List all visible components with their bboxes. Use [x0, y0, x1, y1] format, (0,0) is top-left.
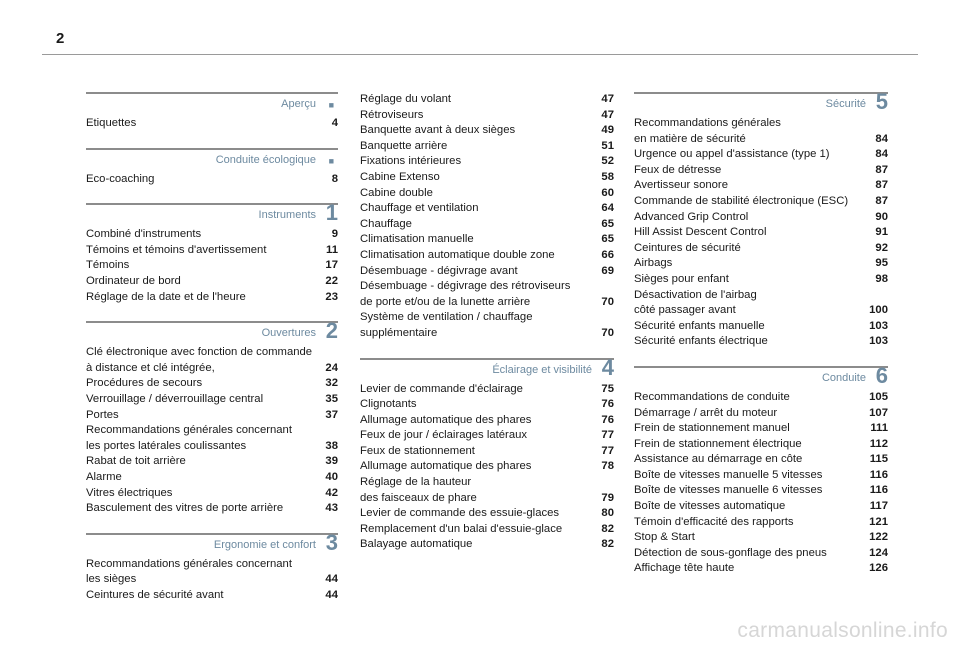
toc-entry[interactable]: [634, 421, 888, 437]
entry-page-number: 116: [869, 468, 888, 481]
section-title: Sécurité: [825, 98, 866, 110]
entry-title: Stop & Start: [634, 531, 695, 544]
section-header: [86, 200, 338, 226]
entry-title: Sécurité enfants électrique: [634, 335, 768, 348]
toc-entry[interactable]: [360, 382, 614, 398]
section-title: Conduite: [821, 371, 866, 384]
toc-entry[interactable]: [634, 256, 888, 272]
entry-page-number: 24: [325, 361, 338, 374]
entry-title: Clé électronique avec fonction de commande à distance et clé intégrée,: [86, 346, 313, 374]
entry-title: Remplacement d'un balai d'essuie-glace: [360, 522, 563, 535]
toc-entry[interactable]: [634, 390, 888, 406]
toc-entry[interactable]: [86, 408, 338, 424]
entry-page-number: 35: [325, 392, 338, 405]
entry-page-number: 103: [869, 335, 888, 348]
entry-title: Fixations intérieures: [360, 155, 462, 168]
entry-page-number: 9: [331, 228, 338, 241]
entry-title: Chauffage: [360, 217, 412, 230]
entry-title: Allumage automatique des phares: [360, 413, 532, 426]
entry-page-number: 70: [601, 326, 614, 339]
toc-entry[interactable]: [360, 154, 614, 170]
toc-entry[interactable]: [634, 515, 888, 531]
entry-page-number: 98: [875, 272, 888, 285]
entry-page-number: 69: [601, 264, 614, 277]
toc-entry[interactable]: [634, 225, 888, 241]
entry-title: Chauffage et ventilation: [360, 202, 479, 215]
entry-title: Feux de détresse: [634, 163, 722, 176]
entry-page-number: 4: [331, 117, 338, 129]
toc-entry[interactable]: [360, 186, 614, 202]
toc-entry[interactable]: [634, 334, 888, 350]
section-title: Éclairage et visibilité: [492, 363, 592, 376]
toc-entry[interactable]: [360, 248, 614, 264]
entry-page-number: 65: [601, 217, 614, 230]
entry-page-number: 84: [875, 148, 888, 161]
section-number: 6: [875, 362, 888, 388]
toc-entry[interactable]: [634, 452, 888, 468]
entry-page-number: 87: [875, 194, 888, 207]
entry-page-number: 38: [325, 439, 338, 452]
entry-title: Combiné d'instruments: [86, 228, 202, 241]
entry-title: Réglage du volant: [360, 93, 452, 105]
entry-page-number: 90: [875, 210, 888, 223]
toc-entry[interactable]: [634, 530, 888, 546]
entry-title: Sécurité enfants manuelle: [634, 319, 765, 332]
entry-page-number: 47: [601, 108, 614, 121]
entry-page-number: 82: [601, 522, 614, 535]
section-number: ■: [328, 100, 334, 110]
entry-title: Ordinateur de bord: [86, 274, 181, 287]
section-number: 2: [325, 318, 338, 344]
entry-page-number: 58: [601, 170, 614, 183]
entry-title: Affichage tête haute: [634, 562, 735, 575]
entry-title: Commande de stabilité électronique (ESC): [634, 194, 849, 207]
section-number: 3: [325, 529, 338, 555]
toc-section: [86, 148, 338, 188]
toc-entry[interactable]: [360, 279, 614, 310]
entry-page-number: 107: [869, 406, 888, 419]
entry-page-number: 115: [869, 453, 888, 466]
section-header: [634, 362, 888, 388]
entry-page-number: 76: [601, 398, 614, 411]
entry-title: Hill Assist Descent Control: [634, 226, 767, 239]
entry-page-number: 43: [325, 502, 338, 515]
toc-section: [86, 200, 338, 305]
entry-page-number: 51: [601, 139, 614, 152]
toc-column-3: [634, 89, 888, 593]
entry-page-number: 112: [869, 437, 888, 450]
toc-entry[interactable]: [86, 243, 338, 259]
toc-section: [86, 318, 338, 517]
entry-page-number: 52: [601, 155, 614, 168]
entry-title: Système de ventilation / chauffage supplémentaire: [360, 311, 533, 339]
entry-page-number: 122: [869, 531, 888, 544]
entry-page-number: 76: [601, 413, 614, 426]
entry-title: Témoins: [86, 259, 130, 272]
entry-page-number: 23: [325, 290, 338, 303]
entry-title: Recommandations générales concernant les sièges: [86, 557, 292, 586]
toc-entry[interactable]: [634, 546, 888, 562]
toc-entry[interactable]: [86, 588, 338, 604]
entry-title: Démarrage / arrêt du moteur: [634, 406, 778, 419]
toc-entry[interactable]: [360, 217, 614, 233]
toc-entry[interactable]: [634, 272, 888, 288]
entry-title: Recommandations générales concernant les portes latérales coulissantes: [86, 424, 292, 452]
watermark: carmanualsonline.info: [737, 619, 948, 642]
entry-title: Boîte de vitesses manuelle 6 vitesses: [634, 484, 823, 497]
entry-page-number: 32: [325, 377, 338, 390]
entry-page-number: 44: [325, 588, 338, 601]
entry-page-number: 126: [869, 562, 888, 575]
section-header: [86, 318, 338, 344]
entry-title: Cabine double: [360, 186, 433, 199]
page-number: 2: [56, 30, 65, 47]
section-number: ■: [328, 155, 334, 166]
entry-title: Réglage de la date et de l'heure: [86, 290, 246, 303]
toc-entry[interactable]: [360, 537, 614, 553]
entry-title: Airbags: [634, 257, 673, 270]
toc-entry[interactable]: [360, 170, 614, 186]
toc-entry[interactable]: [360, 475, 614, 506]
entry-page-number: 37: [325, 408, 338, 421]
toc-entry[interactable]: [634, 319, 888, 335]
toc-entry[interactable]: [86, 116, 338, 132]
toc-entry[interactable]: [360, 444, 614, 460]
entry-title: Désembuage - dégivrage avant: [360, 264, 518, 277]
toc-section: [360, 92, 614, 342]
toc-entry[interactable]: [86, 423, 338, 454]
entry-title: Allumage automatique des phares: [360, 460, 532, 473]
entry-page-number: 116: [869, 484, 888, 497]
entry-page-number: 49: [601, 124, 614, 137]
toc-entry[interactable]: [86, 454, 338, 470]
entry-page-number: 124: [869, 546, 888, 559]
entry-page-number: 66: [601, 248, 614, 261]
toc-entry[interactable]: [634, 116, 888, 147]
entry-page-number: 70: [601, 295, 614, 308]
toc-entry[interactable]: [634, 561, 888, 577]
entry-title: Verrouillage / déverrouillage central: [86, 392, 264, 405]
entry-page-number: 87: [875, 179, 888, 192]
toc-entry[interactable]: [634, 437, 888, 453]
toc-entry[interactable]: [360, 459, 614, 475]
entry-title: Désactivation de l'airbag côté passager avant: [634, 288, 757, 317]
entry-title: Cabine Extenso: [360, 170, 440, 183]
toc-entry[interactable]: [634, 288, 888, 319]
entry-title: Feux de jour / éclairages latéraux: [360, 429, 528, 442]
entry-page-number: 44: [325, 573, 338, 586]
section-header: [86, 92, 338, 114]
toc-entry[interactable]: [360, 397, 614, 413]
entry-page-number: 11: [326, 243, 338, 256]
entry-title: Boîte de vitesses automatique: [634, 500, 786, 513]
entry-page-number: 65: [601, 233, 614, 246]
toc-column-1: [86, 92, 338, 619]
entry-page-number: 117: [869, 500, 888, 513]
entry-title: Eco-coaching: [86, 172, 155, 185]
toc-entry[interactable]: [360, 108, 614, 124]
entry-title: Frein de stationnement électrique: [634, 437, 802, 450]
entry-page-number: 105: [869, 390, 888, 403]
entry-page-number: 42: [325, 486, 338, 499]
section-number: 4: [601, 354, 614, 380]
entry-title: Banquette avant à deux sièges: [360, 124, 516, 137]
toc-column-2: [360, 92, 614, 569]
toc-section: [634, 362, 888, 577]
toc-entry[interactable]: [86, 290, 338, 306]
entry-page-number: 91: [875, 226, 888, 239]
entry-title: Advanced Grip Control: [634, 210, 749, 223]
toc-entry[interactable]: [360, 506, 614, 522]
entry-title: Feux de stationnement: [360, 444, 475, 457]
entry-title: Recommandations générales en matière de sécurité: [634, 117, 781, 145]
entry-page-number: 92: [875, 241, 888, 254]
toc-section: [86, 529, 338, 604]
section-title: Instruments: [258, 209, 316, 222]
toc-entry[interactable]: [360, 123, 614, 139]
header-divider: [42, 54, 918, 55]
entry-title: Procédures de secours: [86, 377, 203, 390]
entry-page-number: 75: [601, 382, 614, 395]
entry-page-number: 84: [875, 132, 888, 145]
entry-title: Frein de stationnement manuel: [634, 422, 790, 435]
toc-entry[interactable]: [86, 470, 338, 486]
toc-entry[interactable]: [86, 258, 338, 274]
entry-page-number: 79: [601, 491, 614, 504]
toc-entry[interactable]: [360, 522, 614, 538]
entry-title: Avertisseur sonore: [634, 179, 728, 192]
section-header: [86, 148, 338, 170]
entry-page-number: 111: [870, 422, 888, 435]
entry-page-number: 87: [875, 163, 888, 176]
entry-title: Basculement des vitres de porte arrière: [86, 502, 284, 515]
section-title: Ouvertures: [261, 327, 316, 340]
entry-title: Témoin d'efficacité des rapports: [634, 515, 794, 528]
toc-entry[interactable]: [634, 163, 888, 179]
entry-page-number: 64: [601, 202, 614, 215]
entry-page-number: 77: [601, 444, 614, 457]
toc-entry[interactable]: [634, 194, 888, 210]
toc-entry[interactable]: [86, 274, 338, 290]
toc-entry[interactable]: [360, 201, 614, 217]
entry-page-number: 95: [875, 257, 888, 270]
toc-entry[interactable]: [360, 232, 614, 248]
entry-page-number: 80: [601, 507, 614, 520]
entry-page-number: 103: [869, 319, 888, 332]
entry-title: Désembuage - dégivrage des rétroviseurs de porte et/ou de la lunette arrière: [360, 280, 571, 308]
section-title: Conduite écologique: [215, 153, 316, 166]
toc-section: [634, 89, 888, 350]
entry-page-number: 8: [331, 172, 338, 185]
entry-title: Boîte de vitesses manuelle 5 vitesses: [634, 468, 823, 481]
entry-title: Balayage automatique: [360, 538, 473, 551]
entry-title: Ceintures de sécurité avant: [86, 588, 224, 601]
entry-title: Banquette arrière: [360, 139, 448, 152]
entry-title: Urgence ou appel d'assistance (type 1): [634, 148, 830, 161]
toc-entry[interactable]: [86, 501, 338, 517]
toc-entry[interactable]: [86, 392, 338, 408]
toc-entry[interactable]: [634, 406, 888, 422]
entry-title: Réglage de la hauteur des faisceaux de phare: [360, 476, 477, 504]
entry-title: Climatisation automatique double zone: [360, 248, 555, 261]
entry-page-number: 17: [325, 259, 338, 272]
entry-page-number: 82: [601, 538, 614, 551]
entry-page-number: 47: [601, 93, 614, 105]
toc-entry[interactable]: [634, 499, 888, 515]
entry-title: Détection de sous-gonflage des pneus: [634, 546, 827, 559]
section-number: 1: [325, 200, 338, 226]
section-header: [86, 529, 338, 555]
section-header: [360, 354, 614, 380]
entry-title: Témoins et témoins d'avertissement: [86, 243, 267, 256]
entry-page-number: 22: [325, 274, 338, 287]
toc-entry[interactable]: [86, 227, 338, 243]
toc-entry[interactable]: [634, 210, 888, 226]
entry-page-number: 78: [601, 460, 614, 473]
toc-entry[interactable]: [360, 428, 614, 444]
toc-entry[interactable]: [86, 172, 338, 188]
toc-entry[interactable]: [360, 139, 614, 155]
toc-entry[interactable]: [86, 486, 338, 502]
entry-title: Levier de commande d'éclairage: [360, 382, 523, 395]
section-title: Ergonomie et confort: [213, 538, 316, 551]
entry-title: Rabat de toit arrière: [86, 455, 186, 468]
entry-title: Sièges pour enfant: [634, 272, 729, 285]
entry-page-number: 60: [601, 186, 614, 199]
toc-section: [360, 354, 614, 554]
entry-title: Assistance au démarrage en côte: [634, 453, 803, 466]
entry-page-number: 77: [601, 429, 614, 442]
entry-title: Alarme: [86, 470, 122, 483]
entry-title: Climatisation manuelle: [360, 233, 474, 246]
entry-title: Clignotants: [360, 398, 417, 411]
toc-entry[interactable]: [360, 264, 614, 280]
entry-page-number: 100: [869, 304, 888, 317]
entry-page-number: 39: [325, 455, 338, 468]
toc-entry[interactable]: [360, 413, 614, 429]
entry-title: Recommandations de conduite: [634, 390, 790, 403]
section-header: [634, 89, 888, 114]
toc-entry[interactable]: [86, 557, 338, 588]
toc-entry[interactable]: [86, 376, 338, 392]
entry-title: Etiquettes: [86, 117, 137, 129]
entry-page-number: 121: [869, 515, 888, 528]
toc-entry[interactable]: [634, 241, 888, 257]
toc-section: [86, 92, 338, 132]
toc-entry[interactable]: [360, 92, 614, 108]
entry-page-number: 40: [325, 470, 338, 483]
entry-title: Levier de commande des essuie-glaces: [360, 507, 560, 520]
entry-title: Rétroviseurs: [360, 108, 424, 121]
toc-entry[interactable]: [634, 468, 888, 484]
toc-entry[interactable]: [634, 178, 888, 194]
entry-title: Portes: [86, 408, 119, 421]
toc-entry[interactable]: [86, 345, 338, 376]
section-number: 5: [875, 89, 888, 114]
toc-entry[interactable]: [634, 147, 888, 163]
entry-title: Ceintures de sécurité: [634, 241, 741, 254]
section-title: Aperçu: [281, 98, 316, 110]
entry-title: Vitres électriques: [86, 486, 173, 499]
toc-entry[interactable]: [360, 310, 614, 341]
toc-entry[interactable]: [634, 483, 888, 499]
